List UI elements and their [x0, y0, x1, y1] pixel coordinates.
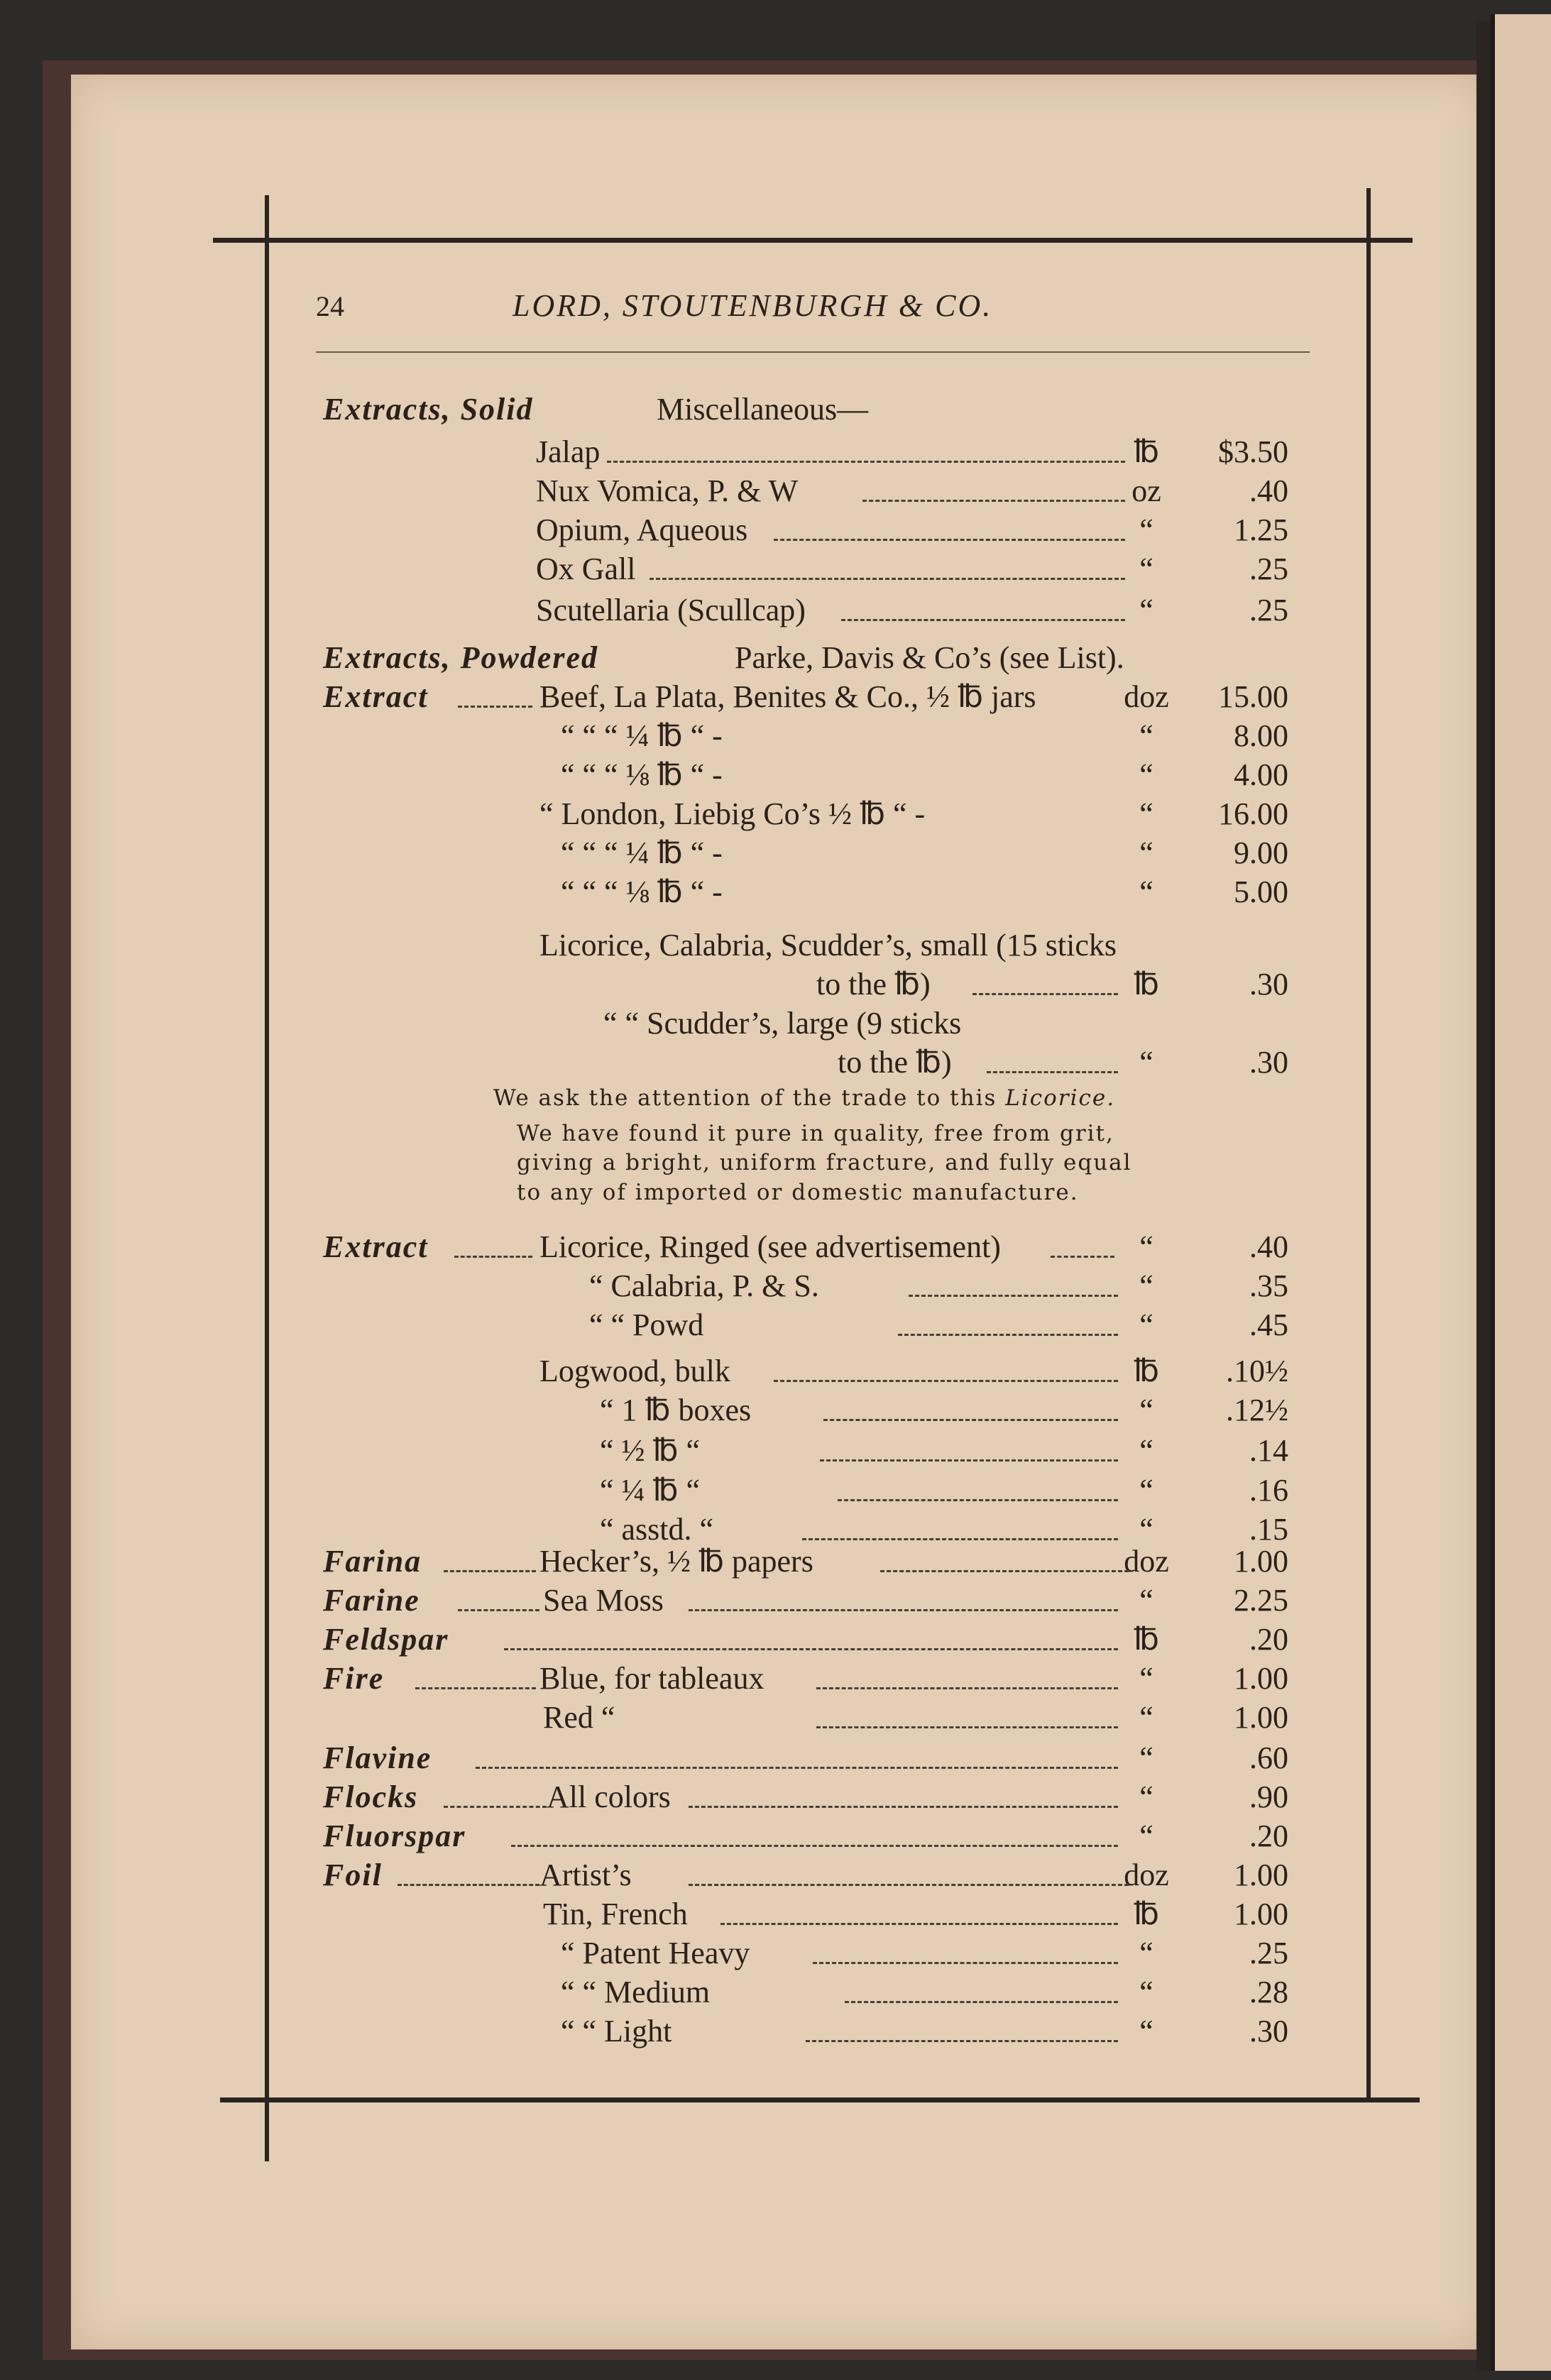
entry-item: “ Calabria, P. & S.: [589, 1268, 819, 1303]
leader-dots: [816, 1726, 1118, 1728]
entry-description: Parke, Davis & Co’s (see List).: [735, 640, 1124, 675]
entry-price: .25: [1249, 1936, 1288, 1970]
entry-unit: ℔: [1134, 1354, 1159, 1388]
entry-heading: Extract: [323, 679, 429, 714]
entry-price: .90: [1249, 1779, 1288, 1814]
entry-unit: “: [1139, 1393, 1153, 1427]
entry-price: 1.00: [1234, 1858, 1288, 1892]
leader-dots: [806, 2040, 1118, 2042]
leader-dots: [862, 500, 1125, 502]
entry-price: .20: [1249, 1622, 1288, 1657]
entry-description: Logwood, bulk: [539, 1354, 730, 1388]
leader-dots: [816, 1687, 1118, 1689]
entry-heading: Feldspar: [323, 1622, 449, 1657]
entry-description: Red “: [543, 1700, 615, 1735]
entry-heading: Farine: [323, 1583, 420, 1618]
entry-unit: “: [1139, 1975, 1153, 2009]
leader-dots: [689, 1609, 1118, 1611]
frame-top-rule: [213, 238, 1413, 243]
entry-description: “ ½ ℔ “: [600, 1433, 701, 1468]
entry-description: to the ℔): [838, 1045, 952, 1080]
entry-unit: ℔: [1134, 1622, 1159, 1657]
entry-unit: oz: [1131, 473, 1161, 508]
entry-price: .45: [1249, 1307, 1288, 1342]
leader-dots: [987, 1071, 1118, 1073]
leader-dots: [650, 578, 1125, 580]
entry-heading: Flocks: [323, 1779, 419, 1814]
entry-unit: “: [1139, 1433, 1153, 1468]
entry-price: 4.00: [1234, 757, 1288, 792]
entry-price: 15.00: [1218, 679, 1288, 714]
leader-dots: [802, 1538, 1118, 1540]
leader-dots: [415, 1687, 536, 1689]
entry-price: .15: [1249, 1512, 1288, 1547]
entry-description: “ “ Medium: [561, 1975, 711, 2009]
entry-price: .60: [1249, 1740, 1288, 1775]
entry-price: .28: [1249, 1975, 1288, 2009]
leader-dots: [458, 1609, 539, 1611]
leader-dots: [972, 993, 1118, 995]
leader-dots: [607, 461, 1125, 463]
leader-dots: [454, 1256, 532, 1258]
entry-unit: “: [1139, 1307, 1153, 1342]
entry-unit: “: [1139, 1819, 1153, 1853]
entry-price: .12½: [1226, 1393, 1288, 1427]
entry-unit: “: [1139, 718, 1153, 753]
leader-dots: [1051, 1256, 1114, 1258]
entry-unit: “: [1139, 1583, 1153, 1618]
entry-price: .10½: [1226, 1354, 1288, 1388]
leader-dots: [838, 1499, 1118, 1501]
leader-dots: [689, 1806, 1118, 1808]
entry-price: 2.25: [1234, 1583, 1288, 1618]
leader-dots: [458, 706, 532, 708]
entry-description: Sea Moss: [543, 1583, 664, 1618]
entry-unit: “: [1139, 1936, 1153, 1970]
entry-description: “ “ Scudder’s, large (9 sticks: [603, 1006, 962, 1041]
leader-dots: [841, 619, 1125, 621]
entry-heading: Extracts, Solid: [323, 392, 534, 427]
entry-price: .40: [1249, 1229, 1288, 1264]
entry-description: “ ¼ ℔ “: [600, 1473, 701, 1508]
entry-heading: Fluorspar: [323, 1819, 466, 1853]
entry-price: 1.00: [1234, 1544, 1288, 1579]
entry-unit: “: [1139, 1268, 1153, 1303]
entry-description: Hecker’s, ½ ℔ papers: [539, 1544, 813, 1579]
leader-dots: [774, 1380, 1118, 1382]
entry-unit: “: [1139, 552, 1153, 586]
entry-unit: “: [1139, 512, 1153, 547]
entry-unit: “: [1139, 1512, 1153, 1547]
entry-description: Tin, French: [543, 1897, 688, 1931]
entry-price: 16.00: [1218, 796, 1288, 831]
leader-dots: [774, 539, 1125, 541]
entry-price: 1.25: [1234, 512, 1288, 547]
leader-dots: [880, 1570, 1129, 1572]
entry-price: 1.00: [1234, 1661, 1288, 1696]
entry-unit: doz: [1124, 1544, 1169, 1579]
entry-description: Artist’s: [539, 1858, 632, 1892]
leader-dots: [504, 1648, 1118, 1650]
entry-description: “ “ “ ⅛ ℔ “ -: [561, 874, 723, 909]
entry-price: .16: [1249, 1473, 1288, 1508]
entry-price: .25: [1249, 552, 1288, 586]
entry-price: .30: [1249, 967, 1288, 1002]
entry-description: “ London, Liebig Co’s ½ ℔ “ -: [539, 796, 926, 831]
leader-dots: [909, 1295, 1118, 1297]
entry-item: Opium, Aqueous: [536, 512, 748, 547]
entry-description: “ asstd. “: [600, 1512, 714, 1547]
running-head: LORD, STOUTENBURGH & CO.: [513, 288, 993, 323]
entry-item: Jalap: [536, 434, 601, 469]
entry-description: “ Patent Heavy: [561, 1936, 750, 1970]
leader-dots: [820, 1459, 1118, 1462]
entry-price: .30: [1249, 2014, 1288, 2049]
entry-unit: “: [1139, 835, 1153, 870]
entry-unit: doz: [1124, 679, 1169, 714]
leader-dots: [398, 1884, 539, 1886]
entry-unit: ℔: [1134, 967, 1159, 1002]
entry-price: .35: [1249, 1268, 1288, 1303]
entry-item: Nux Vomica, P. & W: [536, 473, 799, 508]
entry-price: .14: [1249, 1433, 1288, 1468]
entry-description: Licorice, Calabria, Scudder’s, small (15 sticks: [539, 928, 1117, 963]
entry-heading: Flavine: [323, 1740, 432, 1775]
entry-description: “ “ “ ¼ ℔ “ -: [561, 835, 723, 870]
entry-unit: ℔: [1134, 1897, 1159, 1931]
entry-description: All colors: [547, 1779, 671, 1814]
leader-dots: [511, 1845, 1118, 1847]
entry-item: Ox Gall: [536, 552, 636, 586]
entry-unit: “: [1139, 1779, 1153, 1814]
entry-description: Blue, for tableaux: [539, 1661, 764, 1696]
entry-price: 5.00: [1234, 874, 1288, 909]
entry-price: 1.00: [1234, 1700, 1288, 1735]
entry-unit: doz: [1124, 1858, 1169, 1892]
entry-description: “ “ “ ¼ ℔ “ -: [561, 718, 723, 753]
leader-dots: [689, 1884, 1129, 1886]
entry-unit: “: [1139, 1229, 1153, 1264]
leader-dots: [444, 1570, 536, 1572]
leader-dots: [476, 1767, 1118, 1769]
facing-page-edge: [1491, 14, 1551, 2371]
entry-description: Beef, La Plata, Benites & Co., ½ ℔ jars: [539, 679, 1036, 714]
entry-unit: “: [1139, 1740, 1153, 1775]
leader-dots: [845, 2001, 1118, 2003]
entry-price: 1.00: [1234, 1897, 1288, 1931]
entry-heading: Fire: [323, 1661, 385, 1696]
entry-description: to the ℔): [816, 967, 931, 1002]
entry-unit: ℔: [1134, 434, 1159, 469]
note-line-3: giving a bright, uniform fracture, and fully equal: [517, 1150, 1132, 1175]
page-number: 24: [316, 290, 344, 322]
entry-price: 9.00: [1234, 835, 1288, 870]
entry-price: $3.50: [1218, 434, 1288, 469]
entry-item: “ “ Powd: [589, 1307, 704, 1342]
entry-price: .20: [1249, 1819, 1288, 1853]
note-line-1: We ask the attention of the trade to this Licorice.: [493, 1085, 1116, 1111]
entry-description: “ “ “ ⅛ ℔ “ -: [561, 757, 723, 792]
entry-item: Scutellaria (Scullcap): [536, 593, 806, 627]
entry-price: 8.00: [1234, 718, 1288, 753]
entry-unit: “: [1139, 593, 1153, 627]
entry-price: .30: [1249, 1045, 1288, 1080]
entry-unit: “: [1139, 757, 1153, 792]
entry-unit: “: [1139, 796, 1153, 831]
entry-unit: “: [1139, 1661, 1153, 1696]
entry-heading: Farina: [323, 1544, 422, 1579]
leader-dots: [444, 1806, 547, 1808]
entry-unit: “: [1139, 874, 1153, 909]
entry-unit: “: [1139, 2014, 1153, 2049]
entry-description: Licorice, Ringed (see advertisement): [539, 1229, 1001, 1264]
entry-heading: Foil: [323, 1858, 383, 1892]
entry-heading: Extracts, Powdered: [323, 640, 598, 675]
entry-unit: “: [1139, 1473, 1153, 1508]
note-line-2: We have found it pure in quality, free from grit,: [517, 1121, 1114, 1146]
leader-dots: [813, 1962, 1118, 1964]
frame-bottom-rule: [220, 2097, 1420, 2102]
entry-heading: Extract: [323, 1229, 429, 1264]
leader-dots: [823, 1419, 1118, 1421]
entry-description: “ “ Light: [561, 2014, 672, 2049]
entry-description: “ 1 ℔ boxes: [600, 1393, 752, 1427]
leader-dots: [720, 1923, 1118, 1925]
entry-unit: “: [1139, 1700, 1153, 1735]
frame-left-rule: [265, 195, 269, 2161]
entry-price: .25: [1249, 593, 1288, 627]
entry-price: .40: [1249, 473, 1288, 508]
entry-description: Miscellaneous—: [657, 392, 869, 427]
leader-dots: [898, 1334, 1118, 1336]
note-line-4: to any of imported or domestic manufacture.: [517, 1180, 1079, 1205]
header-rule: [316, 351, 1310, 353]
frame-right-rule: [1366, 188, 1371, 2097]
entry-unit: “: [1139, 1045, 1153, 1080]
